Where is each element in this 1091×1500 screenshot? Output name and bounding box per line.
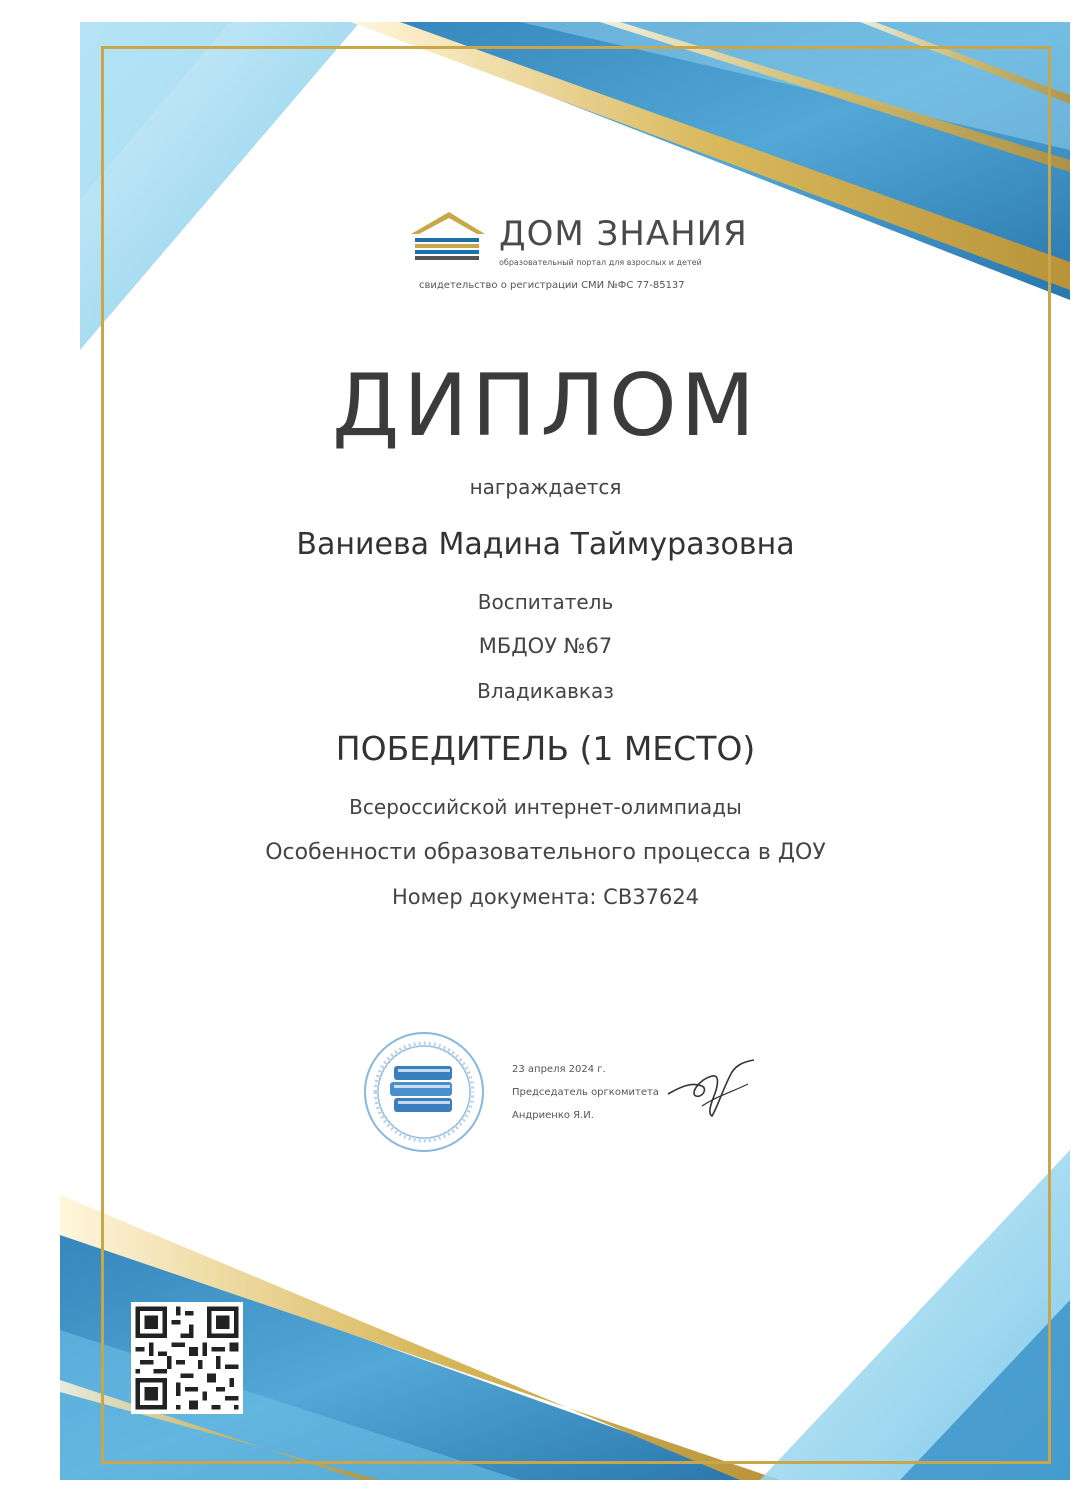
house-books-icon [407,208,487,264]
signature-mark [662,1056,762,1122]
signer-role: Председатель оргкомитета [512,1087,659,1098]
portal-logo [407,208,752,298]
document-number: Номер документа: СВ37624 [391,885,700,909]
recipient-organization: МБДОУ №67 [478,634,613,658]
qr-code-icon [131,1302,243,1414]
signer-name: Андриенко Я.И. [512,1110,594,1121]
logo-subtitle: образовательный портал для взрослых и детей [499,258,702,267]
event-line-1: Всероссийской интернет-олимпиады [349,795,742,819]
awarded-label: награждается [469,475,622,499]
diploma-title: ДИПЛОМ [332,356,759,456]
event-line-2: Особенности образовательного процесса в ДОУ [265,840,826,865]
books-stamp-icon [362,1030,486,1154]
recipient-position: Воспитатель [477,590,614,614]
signature-block [512,1058,659,1127]
issue-date: 23 апреля 2024 г. [512,1064,606,1075]
recipient-name: Ваниева Мадина Таймуразовна [296,527,795,562]
logo-registration: свидетельство о регистрации СМИ №ФС 77-85137 [419,280,685,291]
award-place: ПОБЕДИТЕЛЬ (1 МЕСТО) [335,729,756,768]
recipient-city: Владикавказ [477,679,614,703]
logo-title: ДОМ ЗНАНИЯ [499,214,748,254]
